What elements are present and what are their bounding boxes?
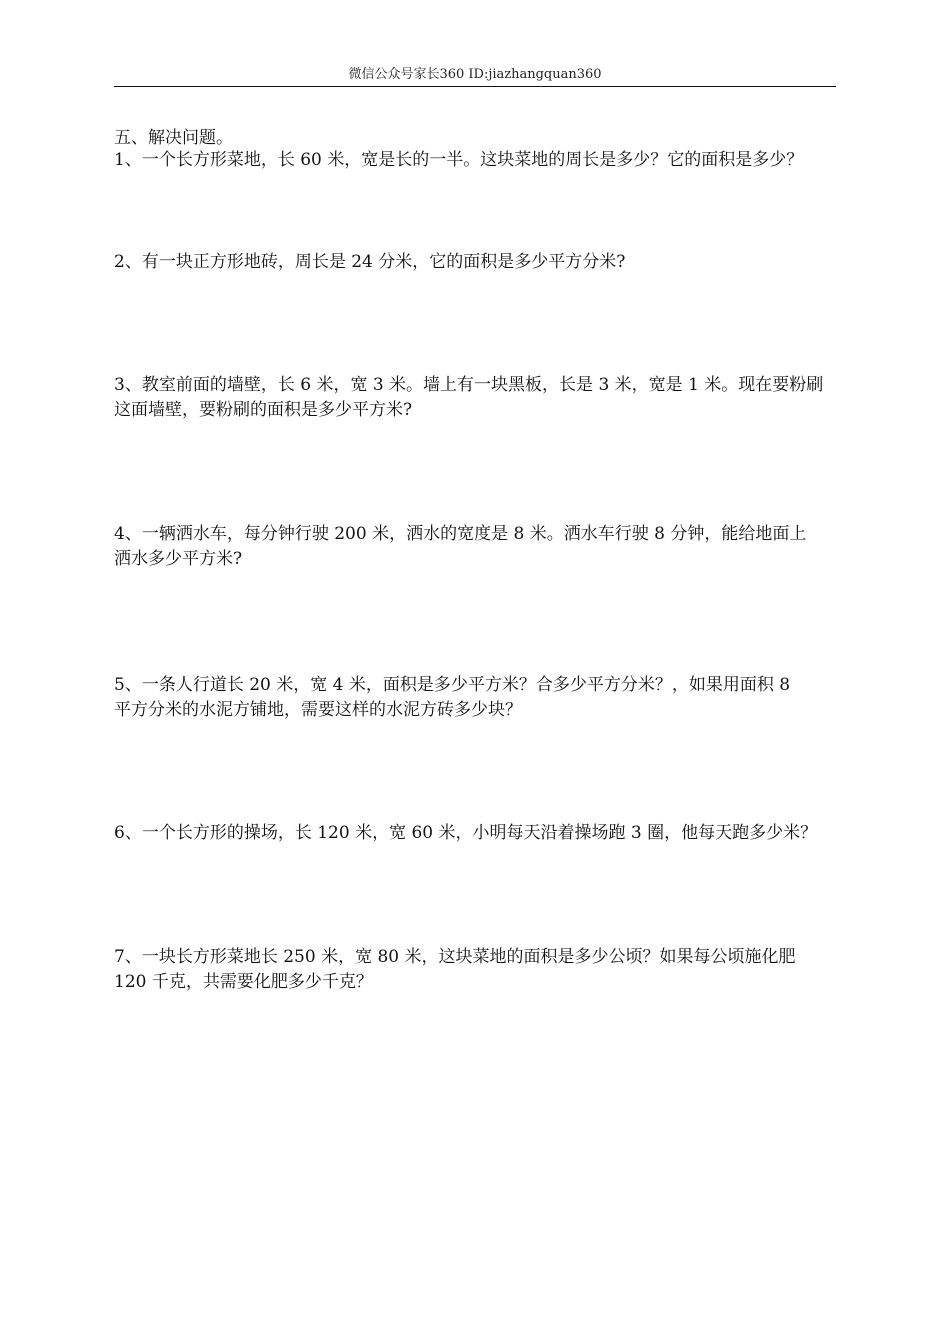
section-title: 五、解决问题。 <box>114 128 233 148</box>
problem-7-line-2: 120 千克，共需要化肥多少千克？ <box>114 972 373 992</box>
problem-4 <box>114 522 842 572</box>
problem-7 <box>114 945 842 995</box>
problem-5-line-2: 平方分米的水泥方铺地，需要这样的水泥方砖多少块？ <box>114 700 522 720</box>
problem-5 <box>114 673 842 723</box>
problem-6-line-1: 6、一个长方形的操场，长 120 米，宽 60 米，小明每天沿着操场跑 3 圈，他每天跑多少米？ <box>114 823 818 843</box>
problem-3 <box>114 373 842 423</box>
problem-2 <box>114 250 842 275</box>
problem-3-line-2: 这面墙壁，要粉刷的面积是多少平方米? <box>114 400 413 420</box>
problem-1 <box>114 148 842 173</box>
problem-5-line-1: 5、一条人行道长 20 米，宽 4 米，面积是多少平方米？合多少平方分米？，如果用面积 8 <box>114 675 791 695</box>
problem-1-line-1: 1、一个长方形菜地，长 60 米，宽是长的一半。这块菜地的周长是多少？它的面积是多少？ <box>114 150 804 170</box>
problem-4-line-1: 4、一辆洒水车，每分钟行驶 200 米，洒水的宽度是 8 米。洒水车行驶 8 分钟，能给地面上 <box>114 524 807 544</box>
problem-3-line-1: 3、教室前面的墙壁，长 6 米，宽 3 米。墙上有一块黑板，长是 3 米，宽是 1 米。现在要粉刷 <box>114 375 824 395</box>
problem-6 <box>114 821 842 846</box>
problem-7-line-1: 7、一块长方形菜地长 250 米，宽 80 米，这块菜地的面积是多少公顷？如果每公顷施化肥 <box>114 947 796 967</box>
problem-4-line-2: 洒水多少平方米? <box>114 549 243 569</box>
problem-2-line-1: 2、有一块正方形地砖，周长是 24 分米，它的面积是多少平方分米? <box>114 252 626 272</box>
page-header: 微信公众号家长360 ID:jiazhangquan360 <box>114 66 836 87</box>
